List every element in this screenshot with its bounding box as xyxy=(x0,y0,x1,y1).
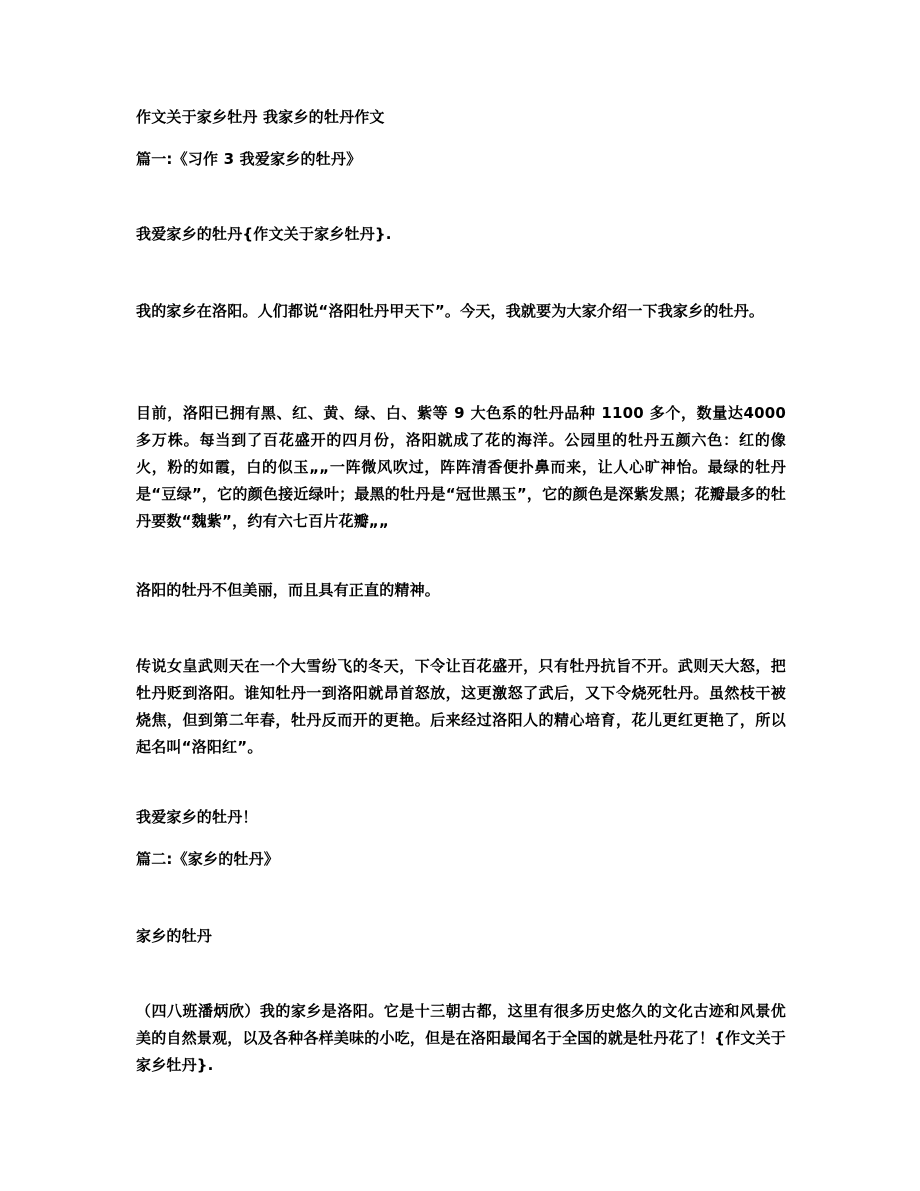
essay-title-2: 家乡的牡丹 xyxy=(136,927,213,945)
paragraph-hometown: （四八班潘炳欣）我的家乡是洛阳。它是十三朝古都，这里有很多历史悠久的文化古迹和风景优美的自然景观，以及各种各样美味的小吃，但是在洛阳最闻名于全国的就是牡丹花了！{作文关于家乡牡丹}. xyxy=(136,1002,786,1074)
section-heading-1: 篇一:《习作 3 我爱家乡的牡丹》 xyxy=(136,150,362,168)
document-title: 作文关于家乡牡丹 我家乡的牡丹作文 xyxy=(136,108,385,126)
essay-title-1: 我爱家乡的牡丹{作文关于家乡牡丹}. xyxy=(136,225,392,243)
paragraph-legend: 传说女皇武则天在一个大雪纷飞的冬天，下令让百花盛开，只有牡丹抗旨不开。武则天大怒，把牡丹贬到洛阳。谁知牡丹一到洛阳就昂首怒放，这更激怒了武后，又下令烧死牡丹。虽然枝干被烧焦，但到第二年春，牡丹反而开的更艳。后来经过洛阳人的精心培育，花儿更红更艳了，所以起名叫“洛阳红”。 xyxy=(136,657,786,756)
section-heading-2: 篇二:《家乡的牡丹》 xyxy=(136,850,279,868)
paragraph-spirit: 洛阳的牡丹不但美丽，而且具有正直的精神。 xyxy=(136,581,441,599)
paragraph-varieties: 目前，洛阳已拥有黑、红、黄、绿、白、紫等 9 大色系的牡丹品种 1100 多个，数量达4000 多万株。每当到了百花盛开的四月份，洛阳就成了花的海洋。公园里的牡丹五颜六色：红的像火，粉的如霞，白的似玉„„一阵微风吹过，阵阵清香便扑鼻而来，让人心旷神怡。最绿的牡丹是“豆绿”，它的颜色接近绿叶；最黑的牡丹是“冠世黑玉”，它的颜色是深紫发黑；花瓣最多的牡丹要数“魏紫”，约有六七百片花瓣„„ xyxy=(136,404,786,530)
paragraph-closing: 我爱家乡的牡丹！ xyxy=(136,808,258,826)
paragraph-intro: 我的家乡在洛阳。人们都说“洛阳牡丹甲天下”。今天，我就要为大家介绍一下我家乡的牡丹。 xyxy=(136,302,765,320)
